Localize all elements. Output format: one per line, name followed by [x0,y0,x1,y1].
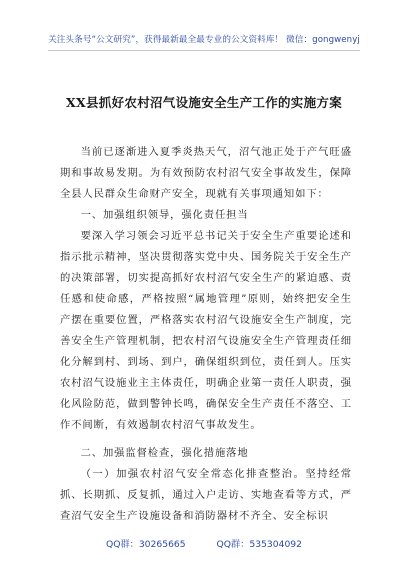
intro-paragraph: 当前已逐渐进入夏季炎热天气，沼气池正处于产气旺盛期和事故易发期。为有效预防农村沼气安全事故发生，保障全县人民群众生命财产安全，现就有关事项通知如下： [60,146,352,200]
section-2-heading: 二、加强监督检查，强化措施落地 [80,447,249,459]
document-body [60,142,352,527]
section-1-paragraph: 要深入学习领会习近平总书记关于安全生产重要论述和指示批示精神，坚决贯彻落实党中央、国务院关于安全生产的决策部署，切实提高抓好农村沼气安全生产的紧迫感、责任感和使命感，严格按照“属地管理”原则，始终把安全生产摆在重要位置，严格落实农村沼气设施安全生产制度，完善安全生产管理机制，把农村沼气设施安全生产管理责任细化分解到村、到场、到户，确保组织到位，责任到人。压实农村沼气设施业主主体责任，明确企业第一责任人职责，强化风险防范，做到警钟长鸣，确保安全生产责任不落空、工作不间断，有效遏制农村沼气事故发生。 [60,230,352,431]
header-notice: 关注头条号“公文研究”，获得最新最全最专业的公文资料库！ 微信：gongwenyj [48,35,360,45]
section-1-heading: 一、加强组织领导，强化责任担当 [80,209,249,221]
footer-qq-group-1: QQ群：30265665 [106,539,186,550]
footer-contacts [0,536,408,550]
header-divider [48,50,360,51]
section-2-paragraph: （一）加强农村沼气安全常态化排查整治。坚持经常抓、长期抓、反复抓，通过入户走访、实地查看等方式，严查沼气安全生产设施设备和消防器材不齐全、安全标识 [60,468,352,522]
footer-qq-group-2: QQ群：535304092 [216,539,302,550]
document-title: XX县抓好农村沼气设施安全生产工作的实施方案 [66,95,342,110]
